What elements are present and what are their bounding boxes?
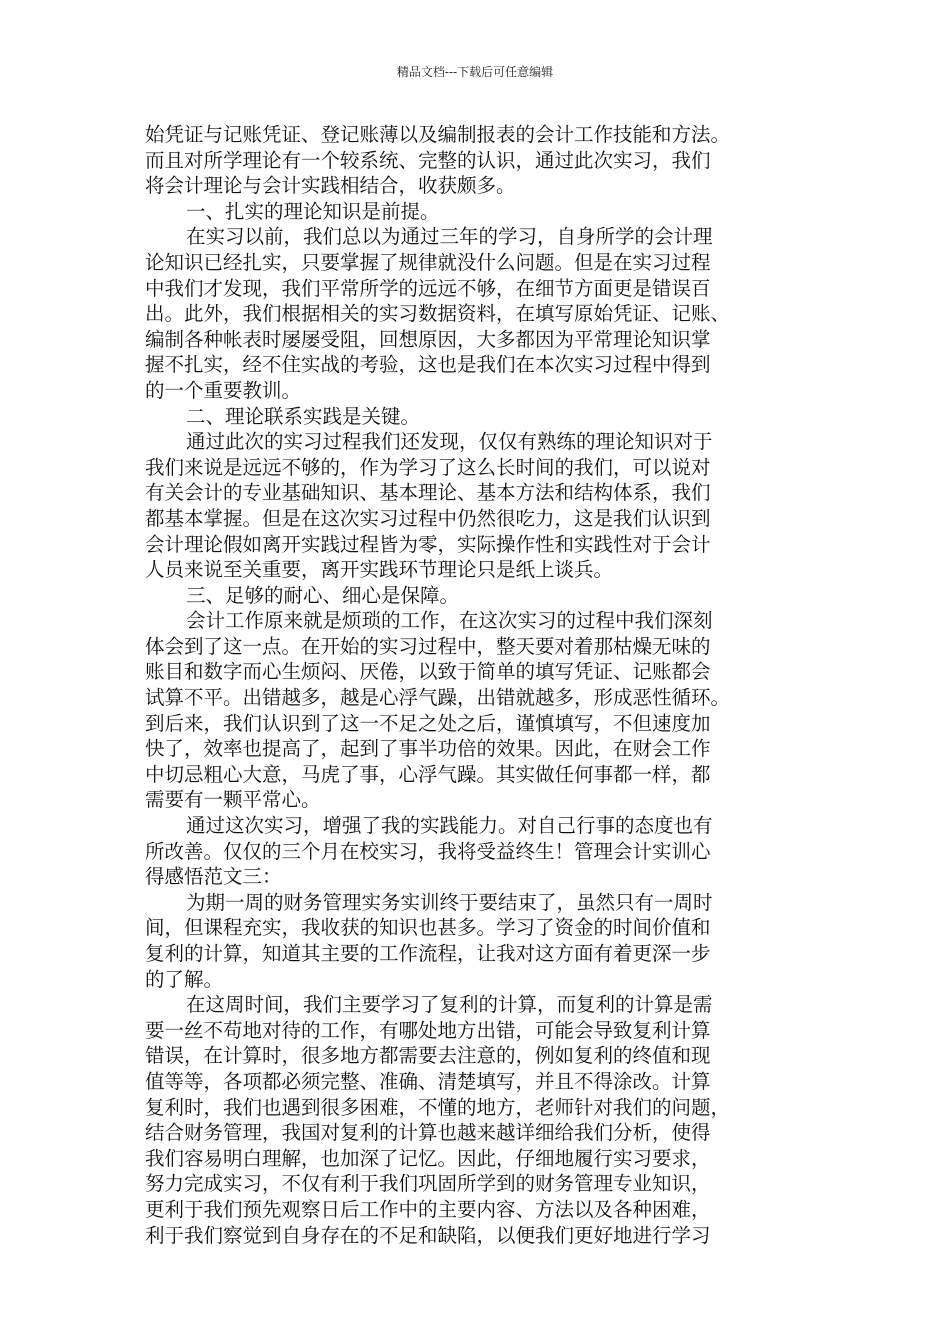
text-line: 要一丝不苟地对待的工作，有哪处地方出错，可能会导致复利计算 (145, 1018, 711, 1042)
text-line: 人员来说至关重要，离开实践环节理论只是纸上谈兵。 (145, 558, 614, 582)
text-line: 编制各种帐表时屡屡受阻，回想原因，大多都因为平常理论知识掌 (145, 327, 711, 351)
text-line: 间，但课程充实，我收获的知识也甚多。学习了资金的时间价值和 (145, 916, 711, 940)
text-line: 的一个重要教训。 (145, 378, 302, 402)
text-line: 更利于我们预先观察日后工作中的主要内容、方法以及各种困难， (145, 1197, 711, 1221)
text-line: 中我们才发现，我们平常所学的远远不够，在细节方面更是错误百 (145, 276, 711, 300)
text-line: 利于我们察觉到自身存在的不足和缺陷，以便我们更好地进行学习 (145, 1223, 711, 1247)
text-line: 三、足够的耐心、细心是保障。 (186, 583, 460, 607)
document-body (145, 122, 825, 1248)
text-line: 一、扎实的理论知识是前提。 (186, 199, 440, 223)
text-line: 错误，在计算时，很多地方都需要去注意的，例如复利的终值和现 (145, 1044, 711, 1068)
text-line: 始凭证与记账凭证、登记账薄以及编制报表的会计工作技能和方法。 (145, 123, 731, 146)
text-line: 为期一周的财务管理实务实训终于要结束了，虽然只有一周时 (186, 890, 713, 914)
text-line: 在这周时间，我们主要学习了复利的计算，而复利的计算是需 (186, 993, 713, 1017)
text-line: 所改善。仅仅的三个月在校实习，我将受益终生！管理会计实训心 (145, 839, 711, 863)
text-line: 握不扎实，经不住实战的考验，这也是我们在本次实习过程中得到 (145, 353, 711, 377)
text-line: 在实习以前，我们总以为通过三年的学习，自身所学的会计理 (186, 225, 713, 249)
page-header: 精品文档---下载后可任意编辑 (396, 65, 554, 79)
text-line: 复利的计算，知道其主要的工作流程，让我对这方面有着更深一步 (145, 942, 711, 965)
text-line: 通过此次的实习过程我们还发现，仅仅有熟练的理论知识对于 (186, 430, 713, 454)
text-line: 论知识已经扎实，只要掌握了规律就没什么问题。但是在实习过程 (145, 250, 711, 274)
text-line: 值等等，各项都必须完整、准确、清楚填写，并且不得涂改。计算 (145, 1069, 711, 1093)
text-line: 账目和数字而心生烦闷、厌倦，以致于简单的填写凭证、记账都会 (145, 660, 711, 684)
text-line: 中切忌粗心大意，马虎了事，心浮气躁。其实做任何事都一样，都 (145, 762, 711, 786)
text-line: 结合财务管理，我国对复利的计算也越来越详细给我们分析，使得 (145, 1121, 711, 1145)
text-line: 我们容易明白理解，也加深了记忆。因此，仔细地履行实习要求， (145, 1146, 711, 1170)
text-line: 我们来说是远远不够的，作为学习了这么长时间的我们，可以说对 (145, 455, 711, 479)
text-line: 需要有一颗平常心。 (145, 788, 321, 812)
text-line: 得感悟范文三： (145, 865, 282, 889)
text-line: 会计理论假如离开实践过程皆为零，实际操作性和实践性对于会计 (145, 532, 711, 556)
text-line: 复利时，我们也遇到很多困难，不懂的地方，老师针对我们的问题， (145, 1095, 731, 1119)
text-line: 二、理论联系实践是关键。 (186, 404, 421, 428)
text-line: 会计工作原来就是烦琐的工作，在这次实习的过程中我们深刻 (186, 609, 713, 633)
text-line: 到后来，我们认识到了这一不足之处之后，谨慎填写，不但速度加 (145, 711, 711, 735)
text-line: 的了解。 (145, 967, 224, 991)
text-line: 有关会计的专业基础知识、基本理论、基本方法和结构体系，我们 (145, 481, 711, 505)
text-line: 通过这次实习，增强了我的实践能力。对自己行事的态度也有 (186, 814, 713, 838)
text-line: 将会计理论与会计实践相结合，收获颇多。 (145, 174, 516, 198)
text-line: 试算不平。出错越多，越是心浮气躁，出错就越多，形成恶性循环。 (145, 686, 731, 710)
text-line: 体会到了这一点。在开始的实习过程中，整天要对着那枯燥无味的 (145, 634, 711, 658)
text-line: 都基本掌握。但是在这次实习过程中仍然很吃力，这是我们认识到 (145, 506, 711, 530)
text-line: 努力完成实习，不仅有利于我们巩固所学到的财务管理专业知识， (145, 1172, 711, 1196)
text-line: 快了，效率也提高了，起到了事半功倍的效果。因此，在财会工作 (145, 737, 711, 761)
text-line: 出。此外，我们根据相关的实习数据资料，在填写原始凭证、记账、 (145, 302, 731, 326)
text-line: 而且对所学理论有一个较系统、完整的认识，通过此次实习，我们 (145, 148, 711, 172)
